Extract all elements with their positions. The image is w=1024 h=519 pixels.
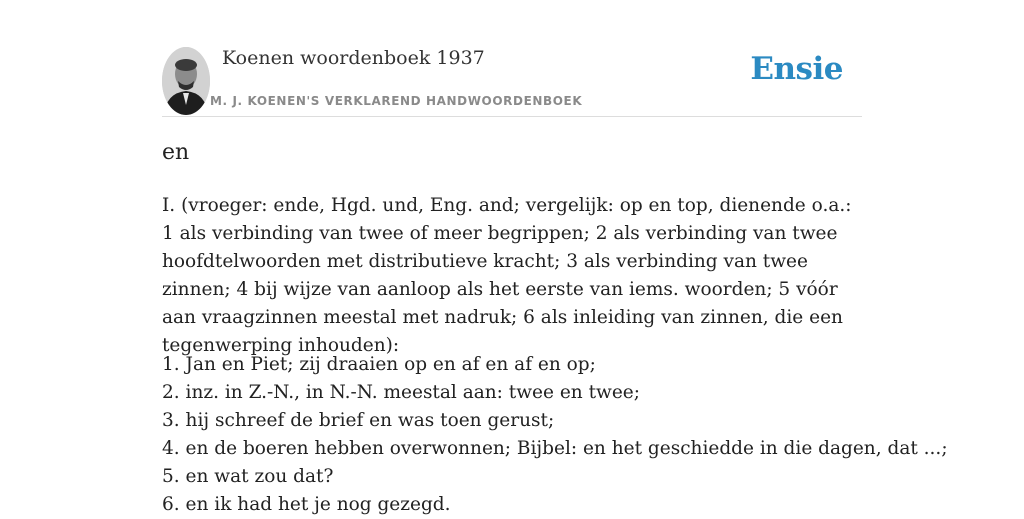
site-header <box>162 44 862 117</box>
example-item: 4. en de boeren hebben overwonnen; Bijbel: en het geschiedde in die dagen, dat ...; <box>162 438 948 459</box>
example-item: 2. inz. in Z.-N., in N.-N. meestal aan: twee en twee; <box>162 382 640 403</box>
brand-logo[interactable]: Ensie <box>750 51 843 87</box>
portrait-photo-icon <box>162 47 210 115</box>
entry-definition: I. (vroeger: ende, Hgd. und, Eng. and; vergelijk: op en top, dienende o.a.: 1 als verbinding van twee of meer begrippen; 2 als verbinding van twee hoofdtelwoorden met distributieve kracht; 3 als verbinding van twee zinnen; 4 bij wijze van aanloop als het eerste van iems. woorden; 5 vóór aan vraagzinnen meestal met nadruk; 6 als inleiding van zinnen, die een tegenwerping inhouden): <box>162 195 852 356</box>
example-item: 5. en wat zou dat? <box>162 466 334 487</box>
example-list <box>162 351 948 519</box>
example-item: 3. hij schreef de brief en was toen gerust; <box>162 410 555 431</box>
book-title[interactable]: Koenen woordenboek 1937 <box>222 47 485 69</box>
book-subtitle: M. J. KOENEN'S VERKLAREND HANDWOORDENBOEK <box>210 94 583 108</box>
entry-headword: en <box>162 140 190 165</box>
example-item: 6. en ik had het je nog gezegd. <box>162 494 451 515</box>
example-item: 1. Jan en Piet; zij draaien op en af en af en op; <box>162 354 596 375</box>
